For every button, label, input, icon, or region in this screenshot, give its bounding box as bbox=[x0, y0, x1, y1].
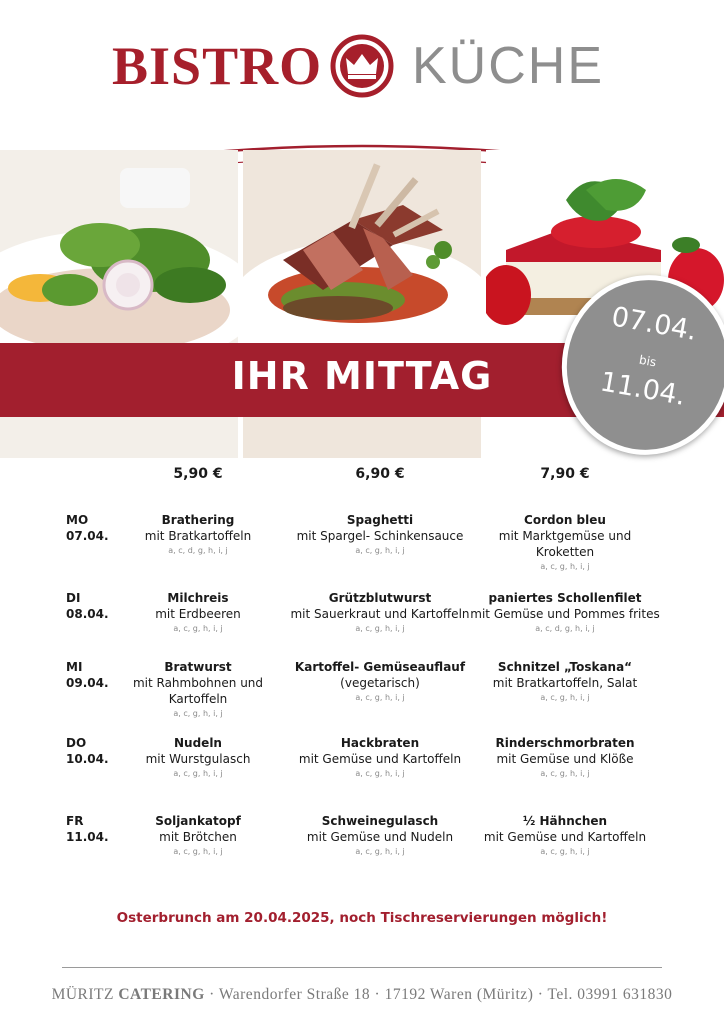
dish-allergens: a, c, g, h, i, j bbox=[355, 546, 405, 555]
dish-cell bbox=[123, 512, 273, 558]
dish-allergens: a, c, g, h, i, j bbox=[173, 847, 223, 856]
dish-description: mit Marktgemüse und Kroketten bbox=[498, 529, 632, 559]
dish-allergens: a, c, g, h, i, j bbox=[173, 709, 223, 718]
dish-cell bbox=[123, 813, 273, 859]
dish-description: (vegetarisch) bbox=[340, 676, 420, 690]
logo-text-kueche: KÜCHE bbox=[412, 37, 605, 95]
dish-allergens: a, c, d, g, h, i, j bbox=[168, 546, 228, 555]
dish-title: Grützblutwurst bbox=[328, 591, 432, 605]
day-date: 07.04. bbox=[66, 529, 109, 543]
day-label bbox=[66, 590, 109, 622]
dish-description: mit Erdbeeren bbox=[155, 607, 241, 621]
dish-cell bbox=[470, 735, 660, 781]
dish-title: Milchreis bbox=[167, 591, 229, 605]
dish-allergens: a, c, g, h, i, j bbox=[355, 693, 405, 702]
footer-brand-light: MÜRITZ bbox=[51, 986, 114, 1003]
dish-cell bbox=[123, 590, 273, 636]
footer bbox=[0, 986, 724, 1004]
day-date: 08.04. bbox=[66, 607, 109, 621]
day-date: 09.04. bbox=[66, 676, 109, 690]
dish-description: mit Gemüse und Klöße bbox=[496, 752, 634, 766]
dish-description: mit Gemüse und Kartoffeln bbox=[298, 752, 462, 766]
date-to: 11.04. bbox=[597, 366, 688, 412]
dish-cell bbox=[123, 735, 273, 781]
dish-description: mit Spargel- Schinkensauce bbox=[296, 529, 464, 543]
crown-icon bbox=[330, 34, 394, 98]
logo-text-bistro: BISTRO bbox=[112, 36, 323, 96]
dish-title: Schweinegulasch bbox=[321, 814, 439, 828]
footer-divider bbox=[62, 967, 662, 968]
dish-allergens: a, c, g, h, i, j bbox=[355, 769, 405, 778]
dish-cell bbox=[285, 735, 475, 781]
dish-description: mit Rahmbohnen und Kartoffeln bbox=[132, 676, 264, 706]
dish-cell bbox=[470, 813, 660, 859]
day-date: 10.04. bbox=[66, 752, 109, 766]
dish-cell bbox=[290, 512, 470, 558]
dish-allergens: a, c, g, h, i, j bbox=[540, 562, 590, 571]
date-from: 07.04. bbox=[609, 301, 700, 347]
day-name: DO bbox=[66, 736, 87, 750]
price-column-2: 6,90 € bbox=[355, 466, 405, 482]
day-date: 11.04. bbox=[66, 830, 109, 844]
dish-title: Rinderschmorbraten bbox=[495, 736, 635, 750]
dish-allergens: a, c, d, g, h, i, j bbox=[535, 624, 595, 633]
dish-title: paniertes Schollenfilet bbox=[488, 591, 642, 605]
footer-address: · Warendorfer Straße 18 · 17192 Waren (Müritz) · Tel. 03991 631830 bbox=[209, 986, 673, 1003]
hero bbox=[0, 120, 724, 420]
easter-brunch-notice: Osterbrunch am 20.04.2025, noch Tischreservierungen möglich! bbox=[116, 910, 608, 926]
dish-allergens: a, c, g, h, i, j bbox=[540, 847, 590, 856]
dish-description: mit Bratkartoffeln, Salat bbox=[492, 676, 638, 690]
day-label bbox=[66, 512, 109, 544]
day-label bbox=[66, 813, 109, 845]
dish-allergens: a, c, g, h, i, j bbox=[173, 769, 223, 778]
dish-description: mit Wurstgulasch bbox=[145, 752, 251, 766]
dish-cell bbox=[128, 659, 268, 721]
dish-allergens: a, c, g, h, i, j bbox=[173, 624, 223, 633]
page-title: IHR MITTAG bbox=[231, 354, 493, 398]
dish-title: Bratwurst bbox=[164, 660, 232, 674]
dish-title: Cordon bleu bbox=[524, 513, 606, 527]
dish-title: ½ Hähnchen bbox=[522, 814, 608, 828]
dish-description: mit Sauerkraut und Kartoffeln bbox=[290, 607, 470, 621]
dish-title: Nudeln bbox=[174, 736, 222, 750]
dish-title: Schnitzel „Toskana“ bbox=[497, 660, 633, 674]
dish-description: mit Gemüse und Nudeln bbox=[306, 830, 454, 844]
dish-cell bbox=[285, 813, 475, 859]
day-name: MI bbox=[66, 660, 83, 674]
dish-allergens: a, c, g, h, i, j bbox=[355, 847, 405, 856]
price-column-1: 5,90 € bbox=[173, 466, 223, 482]
price-column-3: 7,90 € bbox=[540, 466, 590, 482]
price-header bbox=[0, 466, 724, 486]
logo bbox=[0, 30, 724, 100]
dish-title: Hackbraten bbox=[340, 736, 420, 750]
dish-cell bbox=[490, 512, 640, 574]
day-name: MO bbox=[66, 513, 89, 527]
dish-description: mit Gemüse und Kartoffeln bbox=[483, 830, 647, 844]
dish-title: Spaghetti bbox=[346, 513, 414, 527]
dish-allergens: a, c, g, h, i, j bbox=[355, 624, 405, 633]
dish-cell bbox=[282, 659, 478, 705]
dish-title: Soljankatopf bbox=[155, 814, 241, 828]
day-name: DI bbox=[66, 591, 81, 605]
dish-allergens: a, c, g, h, i, j bbox=[540, 693, 590, 702]
day-name: FR bbox=[66, 814, 84, 828]
day-label bbox=[66, 659, 109, 691]
dish-cell bbox=[467, 590, 663, 636]
footer-brand-bold: CATERING bbox=[118, 986, 205, 1003]
date-separator: bis bbox=[638, 352, 658, 370]
dish-allergens: a, c, g, h, i, j bbox=[540, 769, 590, 778]
dish-cell bbox=[285, 590, 475, 636]
dish-title: Kartoffel- Gemüseauflauf bbox=[294, 660, 466, 674]
dish-cell bbox=[470, 659, 660, 705]
dish-description: mit Bratkartoffeln bbox=[144, 529, 252, 543]
dish-description: mit Brötchen bbox=[159, 830, 237, 844]
dish-title: Brathering bbox=[161, 513, 235, 527]
dish-description: mit Gemüse und Pommes frites bbox=[470, 607, 660, 621]
day-label bbox=[66, 735, 109, 767]
